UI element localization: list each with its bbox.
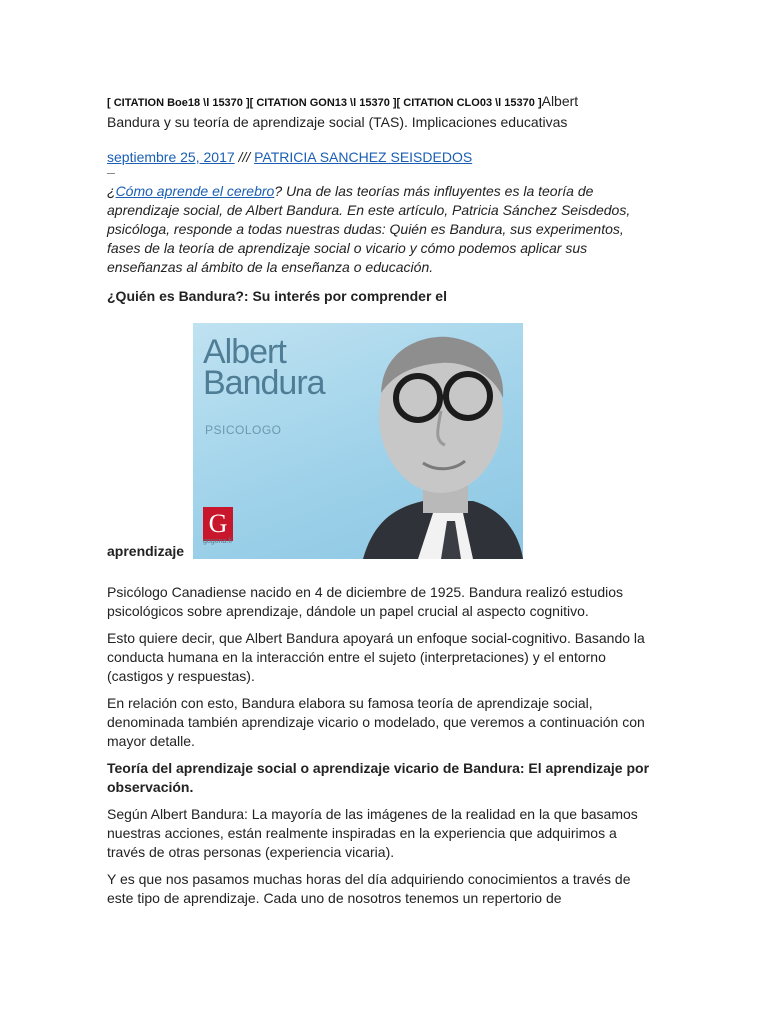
intro-paragraph [107,182,652,277]
divider [107,173,115,174]
portrait-row [107,323,652,559]
intro-text: ? Una de las teorías más influyentes es la teoría de aprendizaje social, de Albert Bandura. En este artículo, Patricia Sánchez Seisdedos, psicóloga, responde a todas nuestras dudas: Quién es Bandura, sus experimentos, fases de la teoría de aprendizaje social o vicario y cómo podemos aplicar sus enseñanzas al ámbito de la enseñanza o educación. [107,183,631,275]
publisher-logo-icon: G [203,507,233,541]
portrait-figure [323,323,523,559]
document-page [107,92,652,908]
paragraph: Psicólogo Canadiense nacido en 4 de diciembre de 1925. Bandura realizó estudios psicológicos sobre aprendizaje, dándole un papel crucial al aspecto cognitivo. [107,584,624,619]
bandura-portrait-image [193,323,523,559]
intro-open: ¿ [107,183,116,199]
paragraph: En relación con esto, Bandura elabora su famosa teoría de aprendizaje social, denominada también aprendizaje vicario o modelado, que veremos a continuación con mayor detalle. [107,695,645,749]
author-link[interactable]: PATRICIA SANCHEZ SEISDEDOS [254,149,473,165]
publisher-caption: gogona.fi [203,538,232,545]
paragraph: Esto quiere decir, que Albert Bandura apoyará un enfoque social-cognitivo. Basando la conducta humana en la interacción entre el sujeto (interpretaciones) y el entorno (castigos y respuestas). [107,630,645,684]
portrait-subtitle: PSICOLOGO [205,423,282,437]
post-meta [107,148,652,167]
section-heading-theory: Teoría del aprendizaje social o aprendizaje vicario de Bandura: El aprendizaje por observación. [107,760,650,795]
post-date-link[interactable]: septiembre 25, 2017 [107,149,235,165]
citation-fields: [ CITATION Boe18 \l 15370 ][ CITATION GON13 \l 15370 ][ CITATION CLO03 \l 15370 ] [107,97,542,109]
section-heading-who: ¿Quién es Bandura?: Su interés por comprender el [107,288,447,304]
title-line [107,92,652,132]
title-rest: Bandura y su teoría de aprendizaje social (TAS). Implicaciones educativas [107,114,568,130]
title-start: Albert [541,93,579,109]
meta-separator: /// [238,149,251,165]
section-heading-tail: aprendizaje [107,543,185,559]
brain-article-link[interactable]: Cómo aprende el cerebro [115,183,275,199]
paragraph: Y es que nos pasamos muchas horas del día adquiriendo conocimientos a través de este tipo de aprendizaje. Cada uno de nosotros tenemos un repertorio de [107,871,631,906]
paragraph: Según Albert Bandura: La mayoría de las imágenes de la realidad en la que basamos nuestras acciones, están realmente inspiradas en la experiencia que adquirimos a través de otras personas (experiencia vicaria). [107,806,638,860]
portrait-name: Albert Bandura [203,333,325,402]
